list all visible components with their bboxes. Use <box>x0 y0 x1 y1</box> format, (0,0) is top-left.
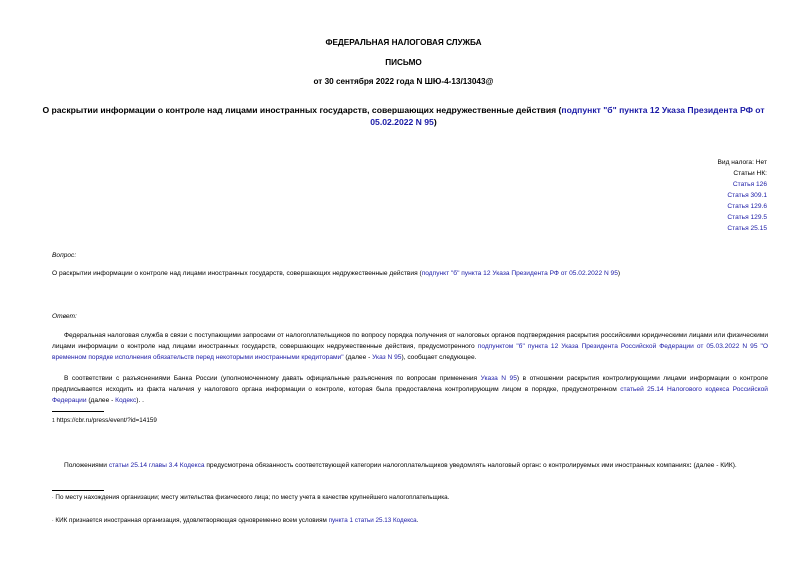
agency-heading: ФЕДЕРАЛЬНАЯ НАЛОГОВАЯ СЛУЖБА <box>325 38 482 47</box>
answer-paragraph-2 <box>52 373 768 406</box>
paragraph-text: Положениями <box>64 462 109 469</box>
paragraph-text: ). . <box>136 397 144 404</box>
footnote-divider <box>52 411 104 412</box>
footnote-divider <box>52 490 104 491</box>
footnote-marker: · <box>52 495 54 501</box>
answer-paragraph-3 <box>52 460 768 471</box>
paragraph-text: Федеральная налоговая служба в связи с поступающими запросами от налогоплательщиков по вопросу порядка получения от налоговых органов подтверждения раскрытия российскими юридическими лицами или физическими лицами информации о контроле над лицами иностранных государств, совершающих недружественные действия, предусмотренного <box>52 332 768 350</box>
question-text <box>52 268 768 279</box>
answer-label: Ответ: <box>52 313 77 320</box>
paragraph-text: (далее - <box>86 397 116 404</box>
answer-paragraph-1 <box>52 330 768 363</box>
document-type: ПИСЬМО <box>385 58 422 67</box>
paragraph-text: В соответствии с разъяснениями Банка России (уполномоченному давать официальные разъяснения по вопросам применения <box>64 375 481 382</box>
article-link[interactable]: Статья 129.6 <box>727 203 767 210</box>
code-link[interactable]: Кодекс <box>115 397 137 404</box>
footnote-text: КИК признается иностранная организация, удовлетворяющая одновременно всем условиям <box>55 517 329 524</box>
paragraph-text: (далее - <box>343 354 373 361</box>
footnote-marker: · <box>52 518 54 524</box>
footnote-1 <box>52 416 157 426</box>
footnote-2 <box>52 493 768 503</box>
paragraph-text: о контролируемых ими иностранных компаниях <box>541 462 690 469</box>
articles-label: Статьи НК: <box>733 170 767 177</box>
question-label: Вопрос: <box>52 252 77 259</box>
code-article-link[interactable]: пункта 1 статьи 25.13 Кодекса <box>328 517 417 524</box>
article-link[interactable]: Статья 126 <box>732 181 767 188</box>
question-body: О раскрытии информации о контроле над лицами иностранных государств, совершающих недружественные действия ( <box>52 270 422 277</box>
article-link[interactable]: Статья 129.5 <box>727 214 767 221</box>
paragraph-text: (далее - КИК). <box>691 462 737 469</box>
footnote-marker: : <box>689 462 692 469</box>
paragraph-text: предусмотрена обязанность соответствующей категории налогоплательщиков уведомлять налоговый орган <box>204 462 539 469</box>
paragraph-text: ), сообщает следующее. <box>401 354 477 361</box>
footnote-text: . <box>416 517 419 524</box>
tax-code-article-link[interactable]: статьей 25.14 Налогового кодекса Российской Федерации <box>52 386 768 404</box>
paragraph-text: ) в отношении раскрытия контролирующими лицами информации о контроле предписывается исходить из факта наличия у налогового органа информации о контроле, которая была предоставлена контролирующим лицом в порядке, предусмотренном <box>52 375 769 393</box>
code-article-link[interactable]: статьи 25.14 главы 3.4 Кодекса <box>108 462 205 469</box>
footnote-url: https://cbr.ru/press/event/?id=14159 <box>56 417 157 424</box>
title-text: О раскрытии информации о контроле над лицами иностранных государств, совершающих недружественные действия ( <box>42 105 562 115</box>
tax-type: Вид налога: Нет <box>717 159 767 166</box>
decree-short-link[interactable]: Указ N 95 <box>372 354 402 361</box>
question-decree-link[interactable]: подпункт "б" пункта 12 Указа Президента РФ от 05.02.2022 N 95 <box>421 270 618 277</box>
tax-meta-block <box>718 157 767 234</box>
title-decree-link[interactable]: подпункт "б" пункта 12 Указа Президента РФ от 05.02.2022 N 95 <box>370 105 765 127</box>
decree-95-link[interactable]: подпунктом "б" пункта 12 Указа Президента Российской Федерации от 05.03.2022 N 95 "О временном порядке исполнения обязательств перед некоторыми иностранными кредиторами" <box>52 343 769 361</box>
footnote-marker: 1 <box>52 418 55 424</box>
document-title <box>40 104 767 128</box>
footnote-text: По месту нахождения организации; месту жительства физического лица; по месту учета в качестве крупнейшего налогоплательщика. <box>55 494 450 501</box>
question-close: ) <box>617 270 621 277</box>
article-link[interactable]: Статья 309.1 <box>727 192 767 199</box>
footnote-3 <box>52 516 768 526</box>
article-link[interactable]: Статья 25.15 <box>727 225 767 232</box>
title-close: ) <box>433 117 437 127</box>
footnote-marker: : <box>538 462 542 469</box>
decree-short-link[interactable]: Указа N 95 <box>480 375 517 382</box>
document-date-number: от 30 сентября 2022 года N ШЮ-4-13/13043@ <box>313 77 494 86</box>
